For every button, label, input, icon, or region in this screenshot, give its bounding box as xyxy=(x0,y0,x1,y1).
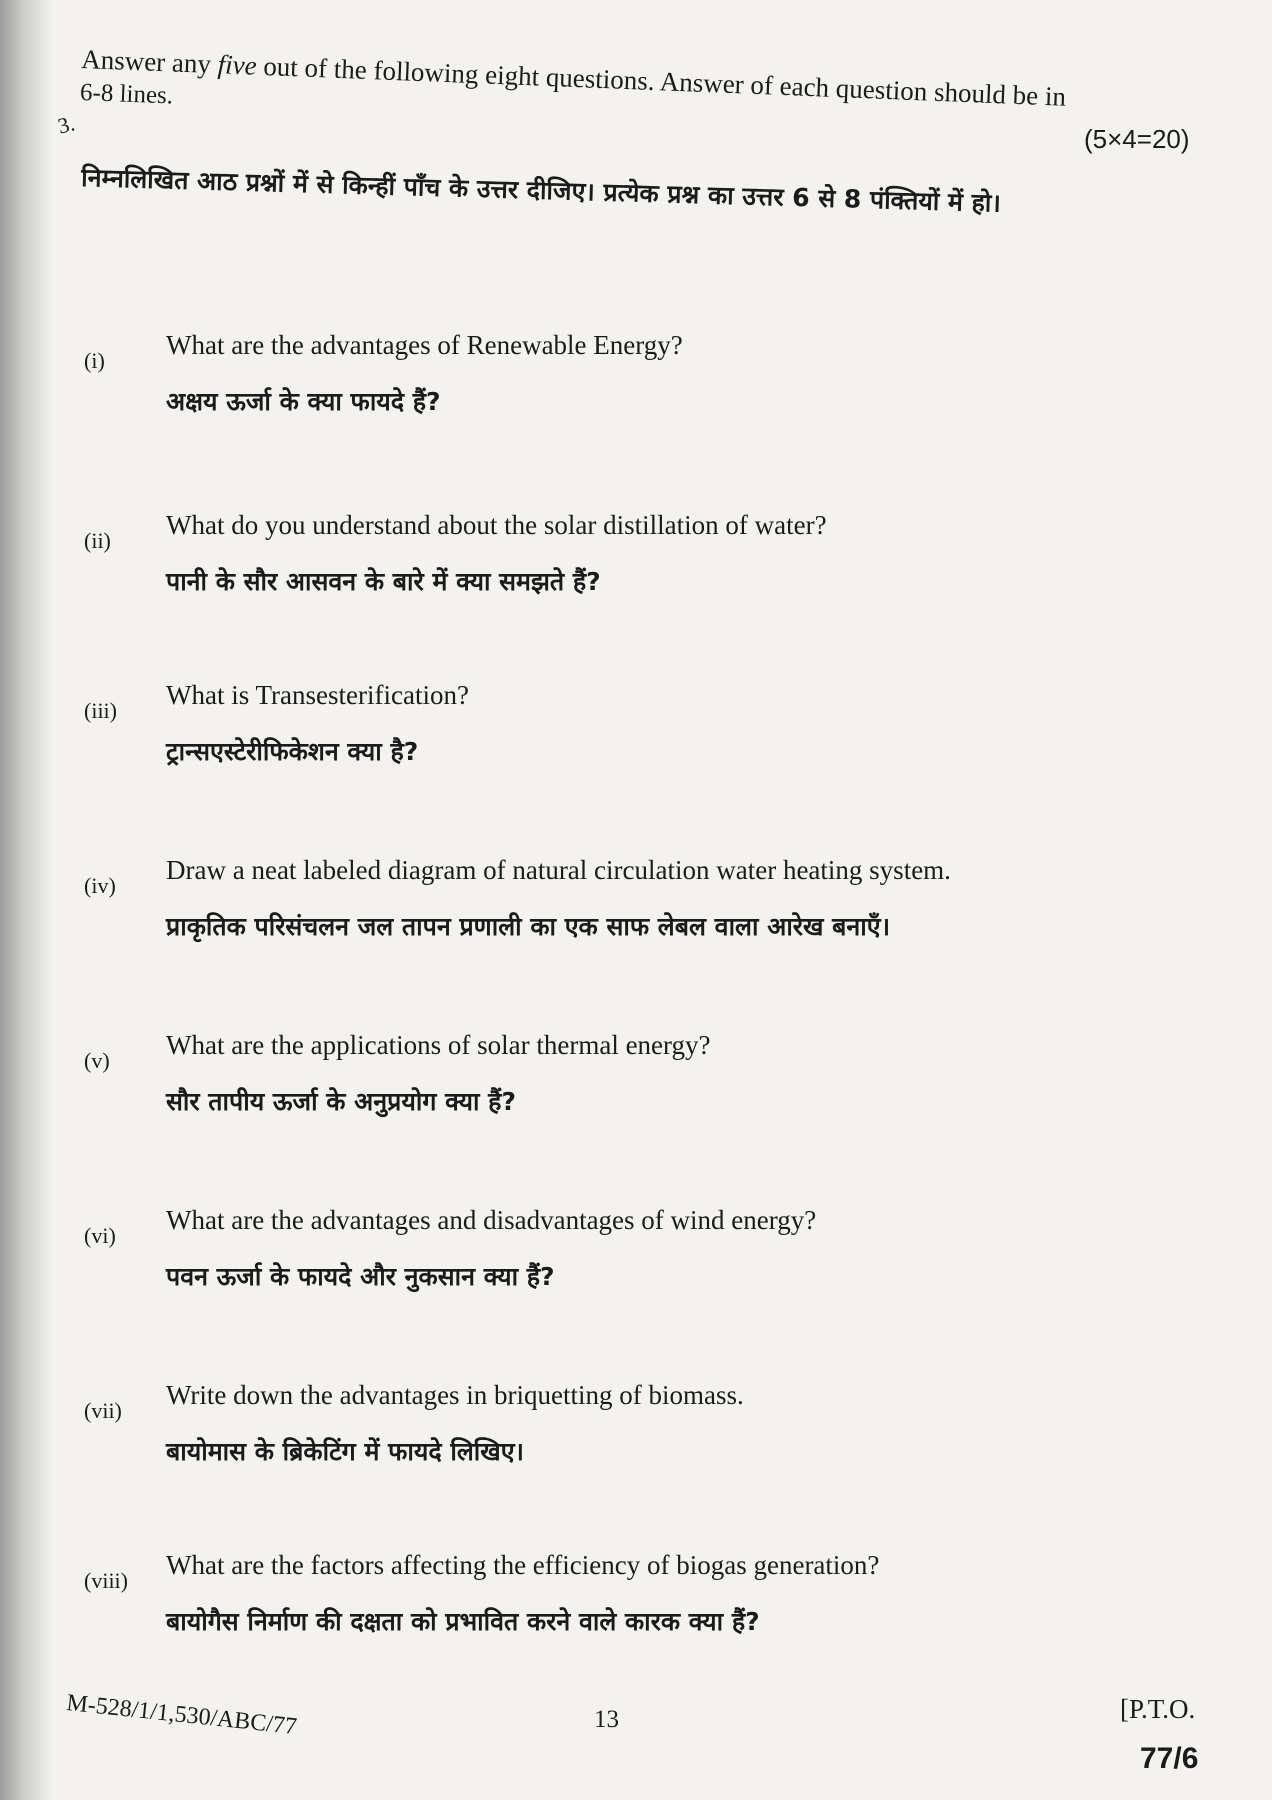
question-english: What do you understand about the solar distillation of water? xyxy=(166,510,827,540)
series-code: 77/6 xyxy=(1140,1742,1199,1775)
marks-allocation: (5×4=20) xyxy=(1084,124,1190,154)
question-english: What are the advantages and disadvantages of wind energy? xyxy=(166,1205,817,1235)
question-english: What are the applications of solar thermal energy? xyxy=(166,1030,711,1060)
question-label: (ii) xyxy=(84,528,111,553)
instructions-english xyxy=(79,42,1241,154)
question-hindi: ट्रान्सएस्टेरीफिकेशन क्या है? xyxy=(166,737,419,766)
question-english: Write down the advantages in briquetting of biomass. xyxy=(166,1380,744,1410)
instructions-emphasis: five xyxy=(217,49,258,81)
question-label: (iv) xyxy=(84,873,116,898)
question-hindi: बायोमास के ब्रिकेटिंग में फायदे लिखिए। xyxy=(166,1437,524,1466)
instructions-text-part-2: out of the following eight questions. Answer of each question should be in xyxy=(256,50,1067,112)
question-label: (v) xyxy=(84,1048,110,1073)
question-number: 3. xyxy=(55,110,78,139)
question-label: (iii) xyxy=(84,698,117,723)
page-binding-shadow xyxy=(0,0,54,1800)
question-hindi: बायोगैस निर्माण की दक्षता को प्रभावित करने वाले कारक क्या हैं? xyxy=(166,1607,760,1636)
question-hindi: पानी के सौर आसवन के बारे में क्या समझते हैं? xyxy=(166,567,601,596)
question-english: What are the factors affecting the efficiency of biogas generation? xyxy=(166,1550,880,1580)
page-number: 13 xyxy=(594,1706,619,1733)
question-label: (i) xyxy=(84,348,105,373)
question-hindi: पवन ऊर्जा के फायदे और नुकसान क्या हैं? xyxy=(166,1262,555,1291)
question-label: (viii) xyxy=(84,1568,128,1593)
paper-code: M-528/1/1,530/ABC/77 xyxy=(65,1690,299,1741)
exam-page xyxy=(54,0,1272,1800)
question-hindi: अक्षय ऊर्जा के क्या फायदे हैं? xyxy=(166,387,441,416)
question-english: What is Transesterification? xyxy=(166,680,469,710)
instructions-text-part-1: Answer any xyxy=(80,43,219,80)
question-english: What are the advantages of Renewable Energy? xyxy=(166,330,683,360)
question-hindi: प्राकृतिक परिसंचलन जल तापन प्रणाली का एक साफ लेबल वाला आरेख बनाएँ। xyxy=(166,912,891,941)
instructions-lines: 6-8 lines. xyxy=(79,78,174,110)
please-turn-over: [P.T.O. xyxy=(1120,1694,1196,1724)
question-hindi: सौर तापीय ऊर्जा के अनुप्रयोग क्या हैं? xyxy=(166,1087,516,1116)
question-english: Draw a neat labeled diagram of natural circulation water heating system. xyxy=(166,855,951,885)
question-label: (vii) xyxy=(84,1398,122,1423)
question-label: (vi) xyxy=(84,1223,116,1248)
instructions-hindi: निम्नलिखित आठ प्रश्नों में से किन्हीं पाँच के उत्तर दीजिए। प्रत्येक प्रश्न का उत्तर 6 से 8 पंक्तियों में हो। xyxy=(80,162,1002,218)
